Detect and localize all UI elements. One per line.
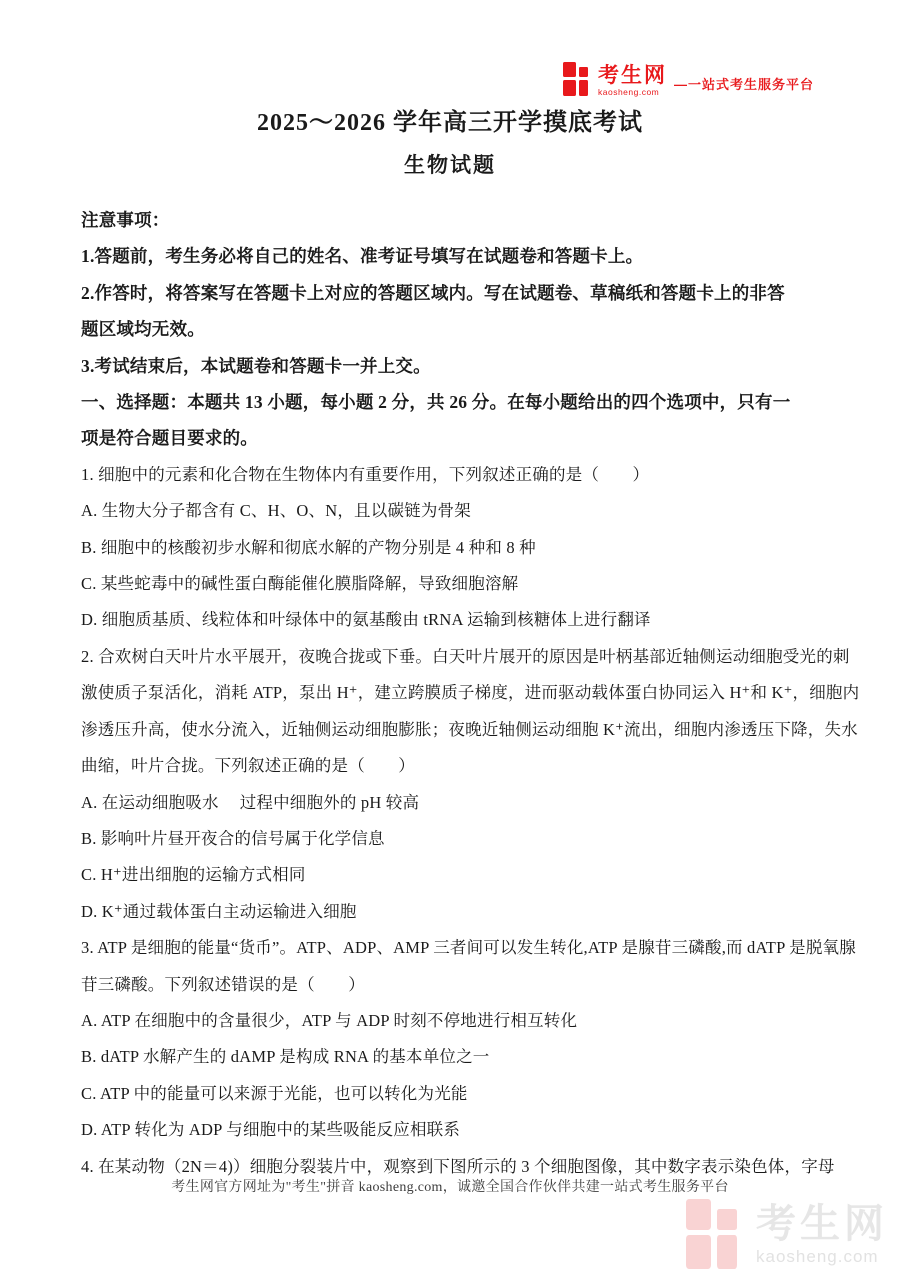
question-2-stem-line-3: 渗透压升高，使水分流入，近轴侧运动细胞膨胀；夜晚近轴侧运动细胞 K⁺流出，细胞内渗透压下降，失水 (81, 719, 858, 739)
question-3-option-d: D. ATP 转化为 ADP 与细胞中的某些吸能反应相联系 (81, 1120, 461, 1140)
question-1-option-a: A. 生物大分子都含有 C、H、O、N，且以碳链为骨架 (81, 501, 471, 521)
question-2-stem-line-4: 曲缩，叶片合拢。下列叙述正确的是（ ） (81, 756, 415, 776)
question-1-option-c: C. 某些蛇毒中的碱性蛋白酶能催化膜脂降解，导致细胞溶解 (81, 574, 519, 594)
question-1-stem: 1. 细胞中的元素和化合物在生物体内有重要作用，下列叙述正确的是（ ） (81, 464, 650, 484)
question-3-stem-line-1: 3. ATP 是细胞的能量“货币”。ATP、ADP、AMP 三者间可以发生转化,ATP 是腺苷三磷酸,而 dATP 是脱氧腺 (81, 938, 856, 958)
question-3 (81, 930, 856, 1148)
question-2-option-b: B. 影响叶片昼开夜合的信号属于化学信息 (81, 828, 385, 848)
question-2-option-d: D. K⁺通过载体蛋白主动运输进入细胞 (81, 901, 357, 921)
question-3-stem-line-2: 苷三磷酸。下列叙述错误的是（ ） (81, 974, 365, 994)
kaosheng-logo-icon (563, 62, 593, 96)
question-2-option-a: A. 在运动细胞吸水 过程中细胞外的 pH 较高 (81, 792, 420, 812)
exam-content (0, 202, 900, 1185)
watermark-domain: kaosheng.com (756, 1246, 879, 1266)
notice-item-3: 3.考试结束后，本试题卷和答题卡一并上交。 (81, 355, 431, 376)
question-3-option-a: A. ATP 在细胞中的含量很少，ATP 与 ADP 时刻不停地进行相互转化 (81, 1010, 578, 1030)
notice-item-2-line-1: 2.作答时，将答案写在答题卡上对应的答题区域内。写在试题卷、草稿纸和答题卡上的非答 (81, 282, 785, 303)
question-1-option-d: D. 细胞质基质、线粒体和叶绿体中的氨基酸由 tRNA 运输到核糖体上进行翻译 (81, 610, 651, 630)
question-2-stem-line-1: 2. 合欢树白天叶片水平展开，夜晚合拢或下垂。白天叶片展开的原因是叶柄基部近轴侧运动细胞受光的刺 (81, 646, 850, 666)
question-1-option-b: B. 细胞中的核酸初步水解和彻底水解的产物分别是 4 种和 8 种 (81, 537, 536, 557)
notice-item-2-line-2: 题区域均无效。 (81, 319, 205, 340)
question-2-option-c: C. H⁺进出细胞的运输方式相同 (81, 865, 306, 885)
kaosheng-watermark (686, 1199, 888, 1269)
brand-text (598, 65, 667, 97)
brand-domain: kaosheng.com (597, 86, 660, 97)
notice-heading: 注意事项： (81, 210, 170, 230)
kaosheng-watermark-icon (686, 1199, 746, 1269)
question-3-option-b: B. dATP 水解产生的 dAMP 是构成 RNA 的基本单位之一 (81, 1047, 490, 1067)
brand-tagline: —一站式考生服务平台 (673, 77, 814, 92)
notice-item-1: 1.答题前，考生务必将自己的姓名、准考证号填写在试题卷和答题卡上。 (81, 246, 644, 267)
section-header-line-2: 项是符合题目要求的。 (81, 428, 258, 449)
page-title: 2025～2026 学年高三开学摸底考试 (257, 110, 643, 136)
watermark-brand-name: 考生网 (756, 1201, 888, 1246)
section-header-line-1: 一、选择题：本题共 13 小题，每小题 2 分，共 26 分。在每小题给出的四个选项中，只有一 (81, 392, 791, 413)
kaosheng-brand-logo (563, 62, 814, 96)
question-2 (81, 639, 860, 930)
question-2-stem-line-2: 激使质子泵活化，消耗 ATP，泵出 H⁺，建立跨膜质子梯度，进而驱动载体蛋白协同运入 H⁺和 K⁺，细胞内 (81, 683, 860, 703)
question-3-option-c: C. ATP 中的能量可以来源于光能，也可以转化为光能 (81, 1083, 468, 1103)
page-subtitle: 生物试题 (404, 153, 496, 177)
brand-name: 考生网 (597, 63, 667, 87)
question-1 (81, 457, 840, 639)
question-4-stem-line-1: 4. 在某动物（2N＝4)）细胞分裂装片中，观察到下图所示的 3 个细胞图像，其中数字表示染色体，字母 (81, 1156, 835, 1176)
watermark-text (756, 1201, 888, 1266)
footer-note: 考生网官方网址为"考生"拼音 kaosheng.com，诚邀全国合作伙伴共建一站式考生服务平台 (171, 1180, 729, 1195)
